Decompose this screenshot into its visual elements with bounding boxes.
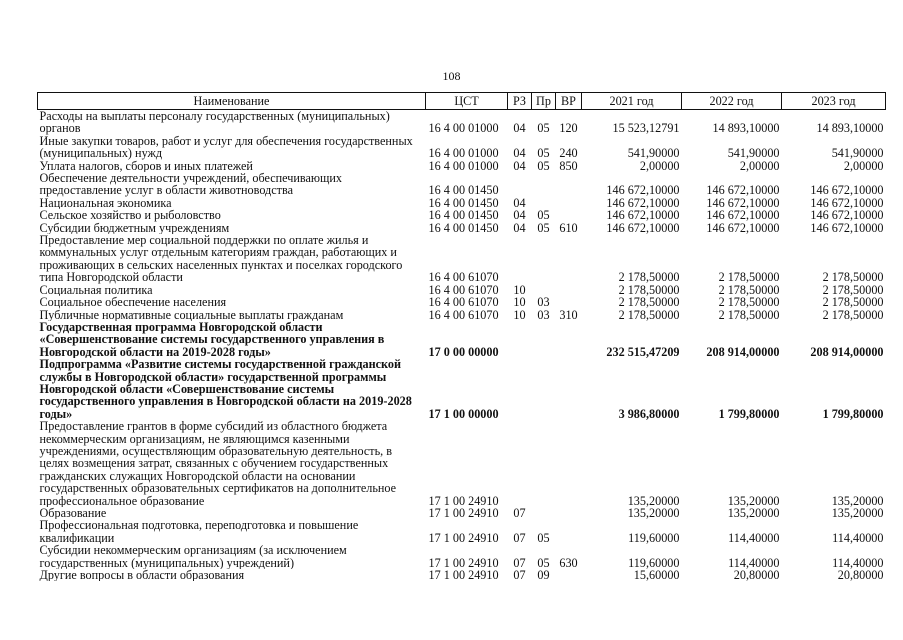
row-2023: 2,00000 (843, 159, 884, 173)
row-pr: 05 (537, 121, 550, 135)
row-vr (556, 358, 582, 420)
row-cst: 17 1 00 24910 (428, 493, 499, 507)
table-row (38, 309, 886, 321)
row-2022: 1 799,80000 (718, 406, 780, 421)
row-2021: 232 515,47209 (606, 344, 680, 359)
row-2021: 2 178,50000 (618, 296, 680, 309)
row-rz (508, 420, 532, 507)
row-pr: 03 (537, 296, 550, 309)
row-2021: 2 178,50000 (618, 270, 680, 284)
row-2021: 15 523,12791 (612, 121, 680, 135)
row-name: Государственная программа Новгородской области «Совершенствование системы государственного управления в Новгородской области на 2019-2028 годы» (39, 320, 385, 359)
row-2021: 146 672,10000 (606, 183, 680, 197)
table-row (38, 160, 886, 172)
row-vr (556, 284, 582, 296)
row-rz: 07 (513, 569, 526, 582)
row-rz: 07 (513, 530, 526, 545)
row-2023: 146 672,10000 (810, 183, 884, 197)
row-rz: 10 (513, 283, 526, 297)
row-2021: 146 672,10000 (606, 221, 680, 235)
row-rz: 07 (513, 555, 526, 570)
row-name: Образование (39, 507, 107, 520)
header-2022: 2022 год (682, 93, 782, 110)
row-2023: 20,80000 (837, 569, 884, 582)
row-vr (556, 321, 582, 358)
row-pr (532, 420, 556, 507)
row-2022: 20,80000 (733, 569, 780, 582)
row-rz: 10 (513, 308, 526, 321)
row-pr (532, 321, 556, 358)
row-rz (508, 234, 532, 284)
row-2022: 146 672,10000 (706, 221, 780, 235)
row-rz (508, 172, 532, 197)
row-2022: 146 672,10000 (706, 183, 780, 197)
row-vr (556, 209, 582, 221)
row-name: Предоставление грантов в форме субсидий из областного бюджета некоммерческим организациям, не являющимся казенными учреждениями, осуществляющим образовательную деятельность, в целях возмещения затрат, связанных с обучением государственных гражданских служащих Новгородской области на основании государственных образовательных сертификатов на дополнительное профессиональное образование (39, 420, 397, 507)
row-2021: 2 178,50000 (618, 308, 680, 321)
table-row (38, 420, 886, 507)
row-2023: 114,40000 (832, 530, 884, 545)
row-cst: 16 4 00 61070 (428, 270, 499, 284)
row-vr: 240 (559, 146, 578, 160)
row-2023: 146 672,10000 (810, 209, 884, 222)
row-vr: 310 (559, 308, 578, 321)
table-header (38, 93, 886, 110)
row-rz: 04 (513, 121, 526, 135)
row-name: Социальная политика (39, 283, 153, 297)
row-2023: 541,90000 (831, 146, 884, 160)
row-name: Сельское хозяйство и рыболовство (39, 209, 221, 222)
row-rz (508, 321, 532, 358)
row-vr: 850 (559, 159, 578, 173)
row-vr: 120 (559, 121, 578, 135)
row-rz: 04 (513, 146, 526, 160)
row-pr: 05 (537, 221, 550, 235)
row-2022: 2 178,50000 (718, 308, 780, 321)
table-row (38, 110, 886, 135)
row-vr (556, 234, 582, 284)
row-pr (532, 507, 556, 519)
table-row (38, 197, 886, 209)
row-cst: 17 0 00 00000 (428, 344, 499, 359)
row-2021: 2 178,50000 (618, 283, 680, 297)
row-cst: 17 1 00 24910 (428, 507, 499, 520)
row-name: Иные закупки товаров, работ и услуг для обеспечения государственных (муниципальных) нужд (39, 134, 413, 160)
row-2023: 146 672,10000 (810, 221, 884, 235)
table-row (38, 172, 886, 197)
row-pr: 05 (537, 555, 550, 570)
row-vr (556, 296, 582, 308)
row-pr: 05 (537, 530, 550, 545)
row-2023: 14 893,10000 (816, 121, 884, 135)
row-2023: 146 672,10000 (810, 196, 884, 210)
row-2023: 114,40000 (832, 555, 884, 570)
row-2022: 114,40000 (728, 530, 780, 545)
row-2023: 135,20000 (831, 507, 884, 520)
row-2021: 135,20000 (627, 493, 680, 507)
table-row (38, 222, 886, 234)
table-row (38, 234, 886, 284)
row-cst: 16 4 00 01450 (428, 183, 499, 197)
row-2023: 208 914,00000 (810, 344, 884, 359)
table-row (38, 519, 886, 544)
row-cst: 17 1 00 24910 (428, 555, 499, 570)
row-rz: 07 (513, 507, 526, 520)
row-2021: 135,20000 (627, 507, 680, 520)
row-pr (532, 172, 556, 197)
header-rz: РЗ (508, 93, 532, 110)
row-2023: 2 178,50000 (822, 270, 884, 284)
header-pr: Пр (532, 93, 556, 110)
table-row (38, 321, 886, 358)
row-vr (556, 420, 582, 507)
row-2022: 146 672,10000 (706, 209, 780, 222)
table-body (38, 110, 886, 582)
row-2023: 2 178,50000 (822, 308, 884, 321)
row-name: Подпрограмма «Развитие системы государственной гражданской службы в Новгородской области» государственной программы Новгородской области «Совершенствование системы государственного управления в Новгородской области на 2019-2028 годы» (39, 358, 412, 421)
table-row (38, 296, 886, 308)
row-2022: 208 914,00000 (706, 344, 780, 359)
table-row (38, 209, 886, 221)
row-vr (556, 569, 582, 581)
row-2021: 2,00000 (639, 159, 680, 173)
row-2022: 2 178,50000 (718, 296, 780, 309)
row-vr: 610 (559, 221, 578, 235)
table-row (38, 284, 886, 296)
header-2023: 2023 год (782, 93, 886, 110)
row-2022: 135,20000 (727, 507, 780, 520)
row-2021: 3 986,80000 (618, 406, 680, 421)
row-name: Предоставление мер социальной поддержки по оплате жилья и коммунальных услуг отдельным категориям граждан, работающих и проживающих в сельских населенных пунктах и поселках городского типа Новгородской области (39, 234, 403, 284)
row-2023: 1 799,80000 (822, 406, 884, 421)
row-2023: 135,20000 (831, 493, 884, 507)
row-2023: 2 178,50000 (822, 283, 884, 297)
row-name: Другие вопросы в области образования (39, 569, 245, 582)
row-vr (556, 507, 582, 519)
header-2021: 2021 год (582, 93, 682, 110)
row-cst: 16 4 00 01450 (428, 209, 499, 222)
row-name: Субсидии некоммерческим организациям (за исключением государственных (муниципальных) учреждений) (39, 544, 347, 570)
row-cst: 17 1 00 00000 (428, 406, 499, 421)
row-2021: 146 672,10000 (606, 209, 680, 222)
row-name: Национальная экономика (39, 196, 172, 210)
row-cst: 16 4 00 61070 (428, 296, 499, 309)
row-pr (532, 358, 556, 420)
row-pr (532, 284, 556, 296)
row-2022: 146 672,10000 (706, 196, 780, 210)
row-cst: 16 4 00 01000 (428, 159, 499, 173)
table-row (38, 358, 886, 420)
row-pr: 05 (537, 146, 550, 160)
row-pr: 05 (537, 159, 550, 173)
row-vr (556, 197, 582, 209)
row-rz (508, 358, 532, 420)
row-cst: 16 4 00 61070 (428, 308, 499, 321)
row-pr: 03 (537, 308, 550, 321)
row-2021: 15,60000 (633, 569, 680, 582)
row-2021: 119,60000 (628, 555, 680, 570)
row-cst: 16 4 00 01000 (428, 146, 499, 160)
row-name: Социальное обеспечение населения (39, 296, 227, 309)
table-row (38, 544, 886, 569)
row-rz: 04 (513, 196, 526, 210)
row-rz: 04 (513, 221, 526, 235)
row-name: Обеспечение деятельности учреждений, обеспечивающих предоставление услуг в области животноводства (39, 172, 343, 197)
row-cst: 16 4 00 01450 (428, 196, 499, 210)
row-pr (532, 234, 556, 284)
page-number: 108 (442, 69, 461, 83)
row-2022: 135,20000 (727, 493, 780, 507)
row-2021: 541,90000 (627, 146, 680, 160)
row-2022: 2 178,50000 (718, 270, 780, 284)
table-row (38, 507, 886, 519)
row-2021: 146 672,10000 (606, 196, 680, 210)
row-rz: 10 (513, 296, 526, 309)
header-cst: ЦСТ (426, 93, 508, 110)
row-2022: 2 178,50000 (718, 283, 780, 297)
row-rz: 04 (513, 209, 526, 222)
row-cst: 17 1 00 24910 (428, 569, 499, 582)
table-row (38, 569, 886, 581)
row-2023: 2 178,50000 (822, 296, 884, 309)
row-cst: 16 4 00 01450 (428, 221, 499, 235)
row-pr (532, 197, 556, 209)
row-2022: 2,00000 (739, 159, 780, 173)
row-name: Уплата налогов, сборов и иных платежей (39, 159, 253, 173)
row-cst: 17 1 00 24910 (428, 530, 499, 545)
row-rz: 04 (513, 159, 526, 173)
row-name: Субсидии бюджетным учреждениям (39, 221, 230, 235)
row-vr (556, 519, 582, 544)
row-2021: 119,60000 (628, 530, 680, 545)
row-vr: 630 (559, 555, 578, 570)
row-name: Профессиональная подготовка, переподготовка и повышение квалификации (39, 519, 359, 545)
row-2022: 114,40000 (728, 555, 780, 570)
row-cst: 16 4 00 01000 (428, 121, 499, 135)
row-pr: 09 (537, 569, 550, 582)
row-2022: 541,90000 (727, 146, 780, 160)
row-pr: 05 (537, 209, 550, 222)
row-2022: 14 893,10000 (712, 121, 780, 135)
header-vr: ВР (556, 93, 582, 110)
row-cst: 16 4 00 61070 (428, 283, 499, 297)
table-row (38, 135, 886, 160)
row-name: Расходы на выплаты персоналу государственных (муниципальных) органов (39, 109, 390, 135)
budget-table (37, 92, 886, 581)
header-name: Наименование (38, 93, 426, 110)
row-vr (556, 172, 582, 197)
row-name: Публичные нормативные социальные выплаты гражданам (39, 308, 344, 321)
